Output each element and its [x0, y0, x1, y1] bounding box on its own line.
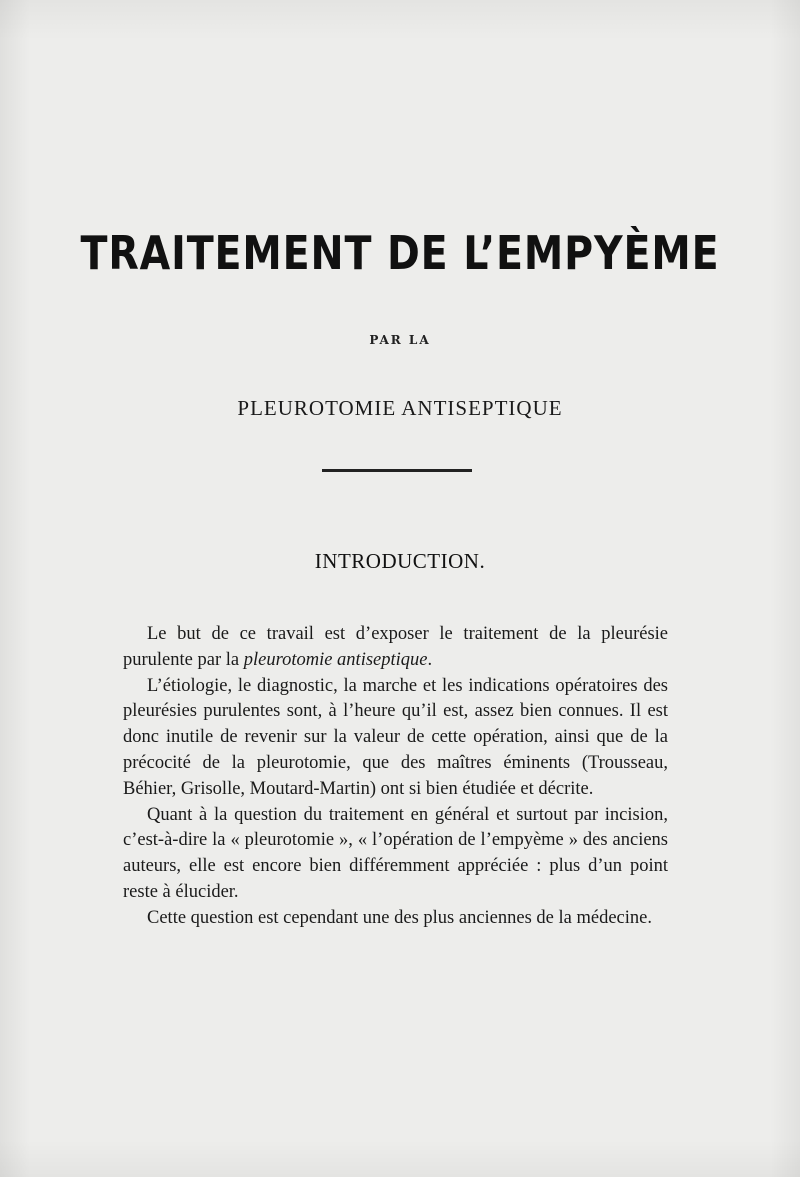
paragraph-1-emphasis: pleurotomie antiseptique: [243, 649, 428, 670]
body-text: [123, 622, 668, 932]
book-subtitle: PLEUROTOMIE ANTISEPTIQUE: [237, 396, 563, 420]
book-title: TRAITEMENT DE L’EMPYÈME: [80, 226, 720, 280]
paragraph-4: Cette question est cependant une des plus anciennes de la médecine.: [147, 907, 652, 928]
decorative-rule: [322, 469, 472, 472]
section-heading: INTRODUCTION.: [314, 549, 486, 573]
paragraph-3: Quant à la question du traitement en général et surtout par incision, c’est-à-dire la « pleurotomie », « l’opération de l’empyème » des anciens auteurs, elle est encore bien différemment appréciée : plus d’un point reste à élucider.: [123, 804, 668, 902]
par-la-label: PAR LA: [369, 333, 431, 347]
paragraph-2: L’étiologie, le diagnostic, la marche et les indications opératoires des pleurésies purulentes sont, à l’heure qu’il est, assez bien connues. Il est donc inutile de revenir sur la valeur de cette opération, ainsi que de la précocité de la pleurotomie, que des maîtres éminents (Trousseau, Béhier, Grisolle, Moutard-Martin) ont si bien étudiée et décrite.: [123, 675, 668, 799]
paragraph-1: [123, 622, 668, 674]
paragraph-1-end: .: [427, 649, 433, 670]
paragraph-1-text: Le but de ce travail est d’exposer le traitement de la pleurésie purulente par la: [123, 624, 668, 670]
